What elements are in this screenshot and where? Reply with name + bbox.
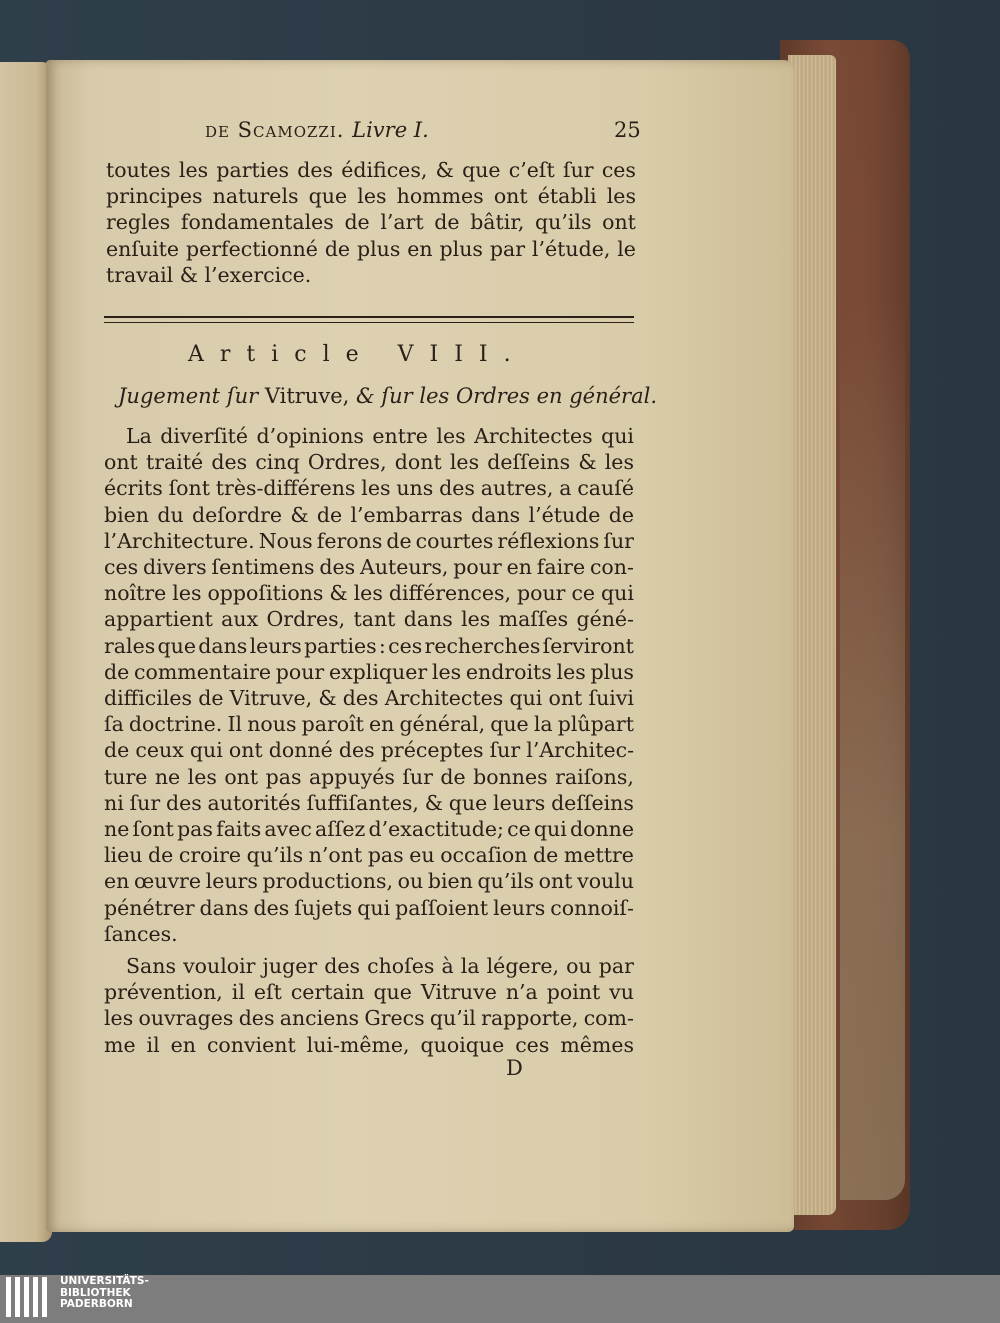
text-line: regles fondamentales de l’art de bâtir, qu’ils ont	[106, 210, 636, 234]
text-line: en œuvre leurs productions, ou bien qu’ils ont voulu	[104, 869, 634, 894]
running-head-roman: de Scamozzi.	[205, 118, 345, 142]
text-line: toutes les parties des édifices, & que c’eſt ſur ces	[106, 158, 636, 182]
text-line: ture ne les ont pas appuyés ſur de bonnes raiſons,	[104, 764, 634, 789]
cover-wear	[840, 300, 905, 1200]
text-line: ni ſur des autorités ſuffiſantes, & que leurs deſſeins	[104, 790, 634, 815]
text-line: ſances.	[104, 921, 178, 946]
text-line: enſuite perfectionné de plus en plus par l’étude, le	[106, 237, 636, 261]
page-block-edges	[788, 55, 836, 1215]
text-line: noître les oppoſitions & les différences, pour ce qui	[104, 581, 634, 606]
library-name-line-1: UNIVERSITÄTS-	[60, 1275, 149, 1287]
text-line: lieu de croire qu’ils n’ont pas eu occaſion de mettre	[104, 843, 634, 868]
subtitle-part-a: Jugement ſur	[118, 384, 259, 408]
text-line: pénétrer dans des ſujets qui paſſoient leurs connoiſ-	[104, 895, 634, 920]
text-line: de commentaire pour expliquer les endroits les plus	[104, 659, 634, 684]
text-line: prévention, il eſt certain que Vitruve n’a point vu	[104, 980, 634, 1005]
text-line: bien du deſordre & de l’embarras dans l’étude de	[104, 502, 634, 527]
text-line: ont traité des cinq Ordres, dont les deſſeins & les	[104, 450, 634, 475]
library-name-line-2: BIBLIOTHEK	[60, 1286, 131, 1299]
section-rule	[104, 316, 634, 323]
signature-mark: D	[506, 1056, 523, 1080]
library-logo-icon	[6, 1277, 47, 1317]
text-line: ces divers ſentimens des Auteurs, pour en faire con-	[104, 555, 634, 579]
text-line: ſa doctrine. Il nous paroît en général, que la plûpart	[104, 712, 634, 737]
text-line: écrits ſont très-différens les uns des autres, a cauſé	[104, 476, 634, 501]
text-line: Sans vouloir juger des choſes à la légere, ou par	[126, 954, 634, 978]
subtitle-part-b: Vitruve,	[264, 384, 350, 408]
text-line: me il en convient lui-même, quoique ces mêmes	[104, 1032, 634, 1057]
text-line: l’Architecture. Nous ferons de courtes réflexions ſur	[104, 528, 634, 553]
article-title: Article VIII.	[188, 342, 527, 367]
page-number: 25	[614, 118, 641, 142]
subtitle-part-c: & ſur les Ordres en général.	[356, 384, 657, 408]
text-line: principes naturels que les hommes ont établi les	[106, 184, 636, 208]
text-line: rales que dans leurs parties : ces recherches ſerviront	[104, 633, 634, 658]
text-line: appartient aux Ordres, tant dans les maſſes géné-	[104, 607, 634, 632]
text-line: ne ſont pas faits avec aſſez d’exactitude; ce qui donne	[104, 817, 634, 841]
running-head	[205, 118, 429, 142]
library-footer-bar	[0, 1275, 1000, 1323]
text-line: difficiles de Vitruve, & des Architectes qui ont ſuivi	[104, 686, 634, 710]
text-line: La diverſité d’opinions entre les Architectes qui	[126, 424, 634, 448]
left-page-edge	[0, 62, 52, 1242]
running-head-italic: Livre I.	[352, 118, 429, 142]
library-name	[60, 1276, 149, 1311]
library-name-line-3: PADERBORN	[60, 1298, 133, 1310]
text-line: les ouvrages des anciens Grecs qu’il rapporte, com-	[104, 1006, 634, 1031]
text-line: travail & l’exercice.	[106, 263, 312, 287]
article-subtitle	[118, 384, 657, 408]
text-line: de ceux qui ont donné des préceptes ſur l’Architec-	[104, 738, 634, 763]
